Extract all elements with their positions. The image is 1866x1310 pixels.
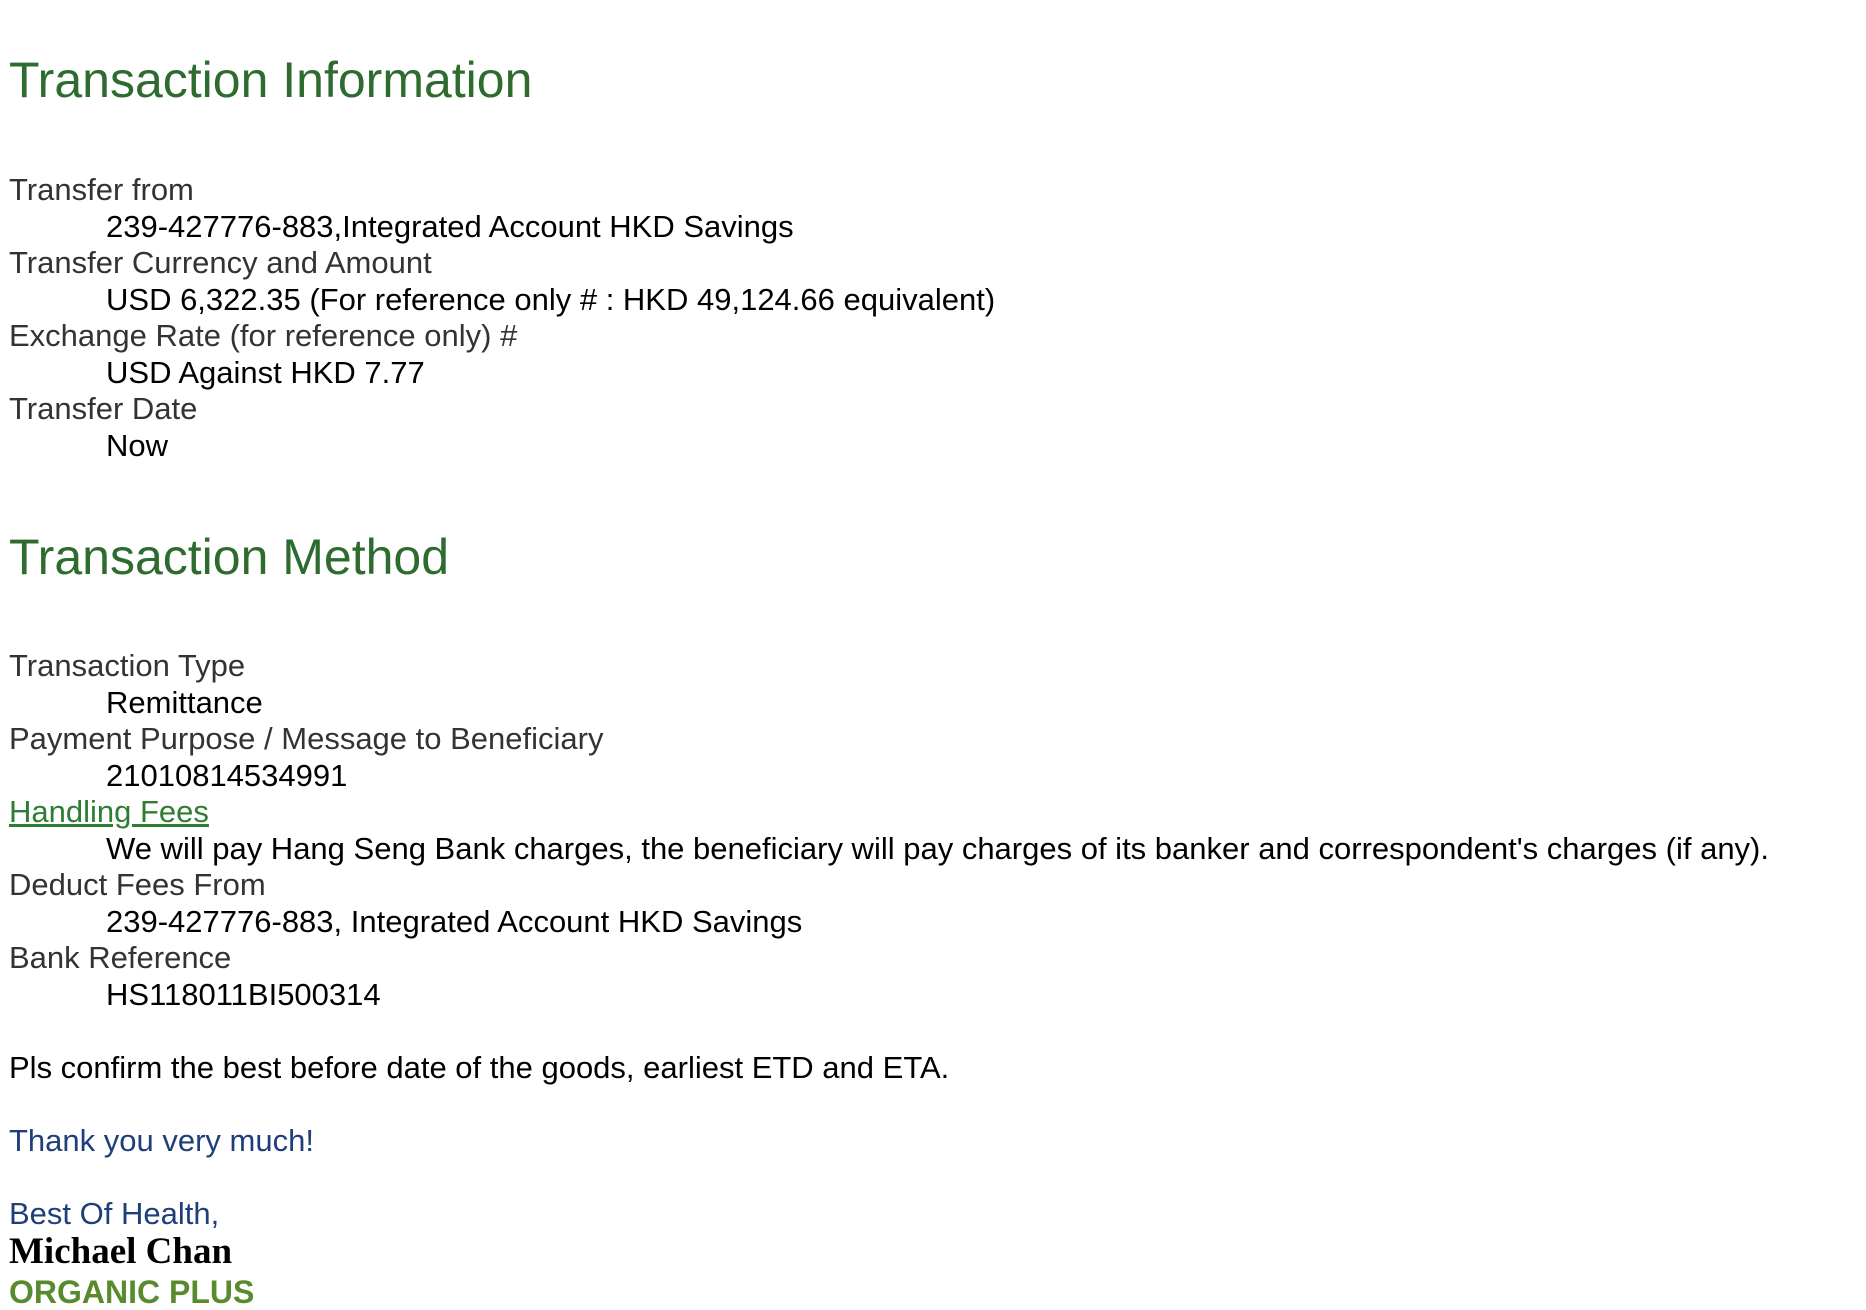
- transaction-type-label: Transaction Type: [9, 648, 246, 683]
- thanks-line: Thank you very much!: [9, 1123, 314, 1158]
- transaction-method-heading: Transaction Method: [9, 529, 450, 585]
- transfer-currency-amount-label: Transfer Currency and Amount: [9, 245, 432, 280]
- transfer-from-value: 239-427776-883,Integrated Account HKD Savings: [106, 208, 794, 244]
- handling-fees-value: We will pay Hang Seng Bank charges, the beneficiary will pay charges of its banker and correspondent's charges (if any).: [106, 830, 1769, 866]
- exchange-rate-label: Exchange Rate (for reference only) #: [9, 318, 518, 353]
- closing-line: Best Of Health,: [9, 1196, 220, 1231]
- transfer-date-value: Now: [106, 427, 169, 463]
- transaction-information-heading: Transaction Information: [9, 52, 533, 108]
- handling-fees-link[interactable]: Handling Fees: [9, 794, 209, 829]
- payment-purpose-value: 21010814534991: [106, 757, 348, 793]
- transaction-method-list: [9, 648, 1769, 1013]
- transfer-date-label: Transfer Date: [9, 391, 198, 426]
- transfer-currency-amount-value: USD 6,322.35 (For reference only # : HKD 49,124.66 equivalent): [106, 281, 996, 317]
- deduct-fees-from-label: Deduct Fees From: [9, 867, 266, 902]
- transaction-information-list: [9, 172, 995, 464]
- company-name: ORGANIC PLUS: [9, 1274, 255, 1310]
- payment-purpose-label: Payment Purpose / Message to Beneficiary: [9, 721, 604, 756]
- transfer-from-label: Transfer from: [9, 172, 194, 207]
- bank-reference-value: HS118011BI500314: [106, 976, 381, 1012]
- exchange-rate-value: USD Against HKD 7.77: [106, 354, 425, 390]
- signature-name: Michael Chan: [9, 1231, 233, 1272]
- transaction-type-value: Remittance: [106, 684, 263, 720]
- message-body: Pls confirm the best before date of the goods, earliest ETD and ETA.: [9, 1050, 950, 1085]
- deduct-fees-from-value: 239-427776-883, Integrated Account HKD Savings: [106, 903, 803, 939]
- bank-reference-label: Bank Reference: [9, 940, 232, 975]
